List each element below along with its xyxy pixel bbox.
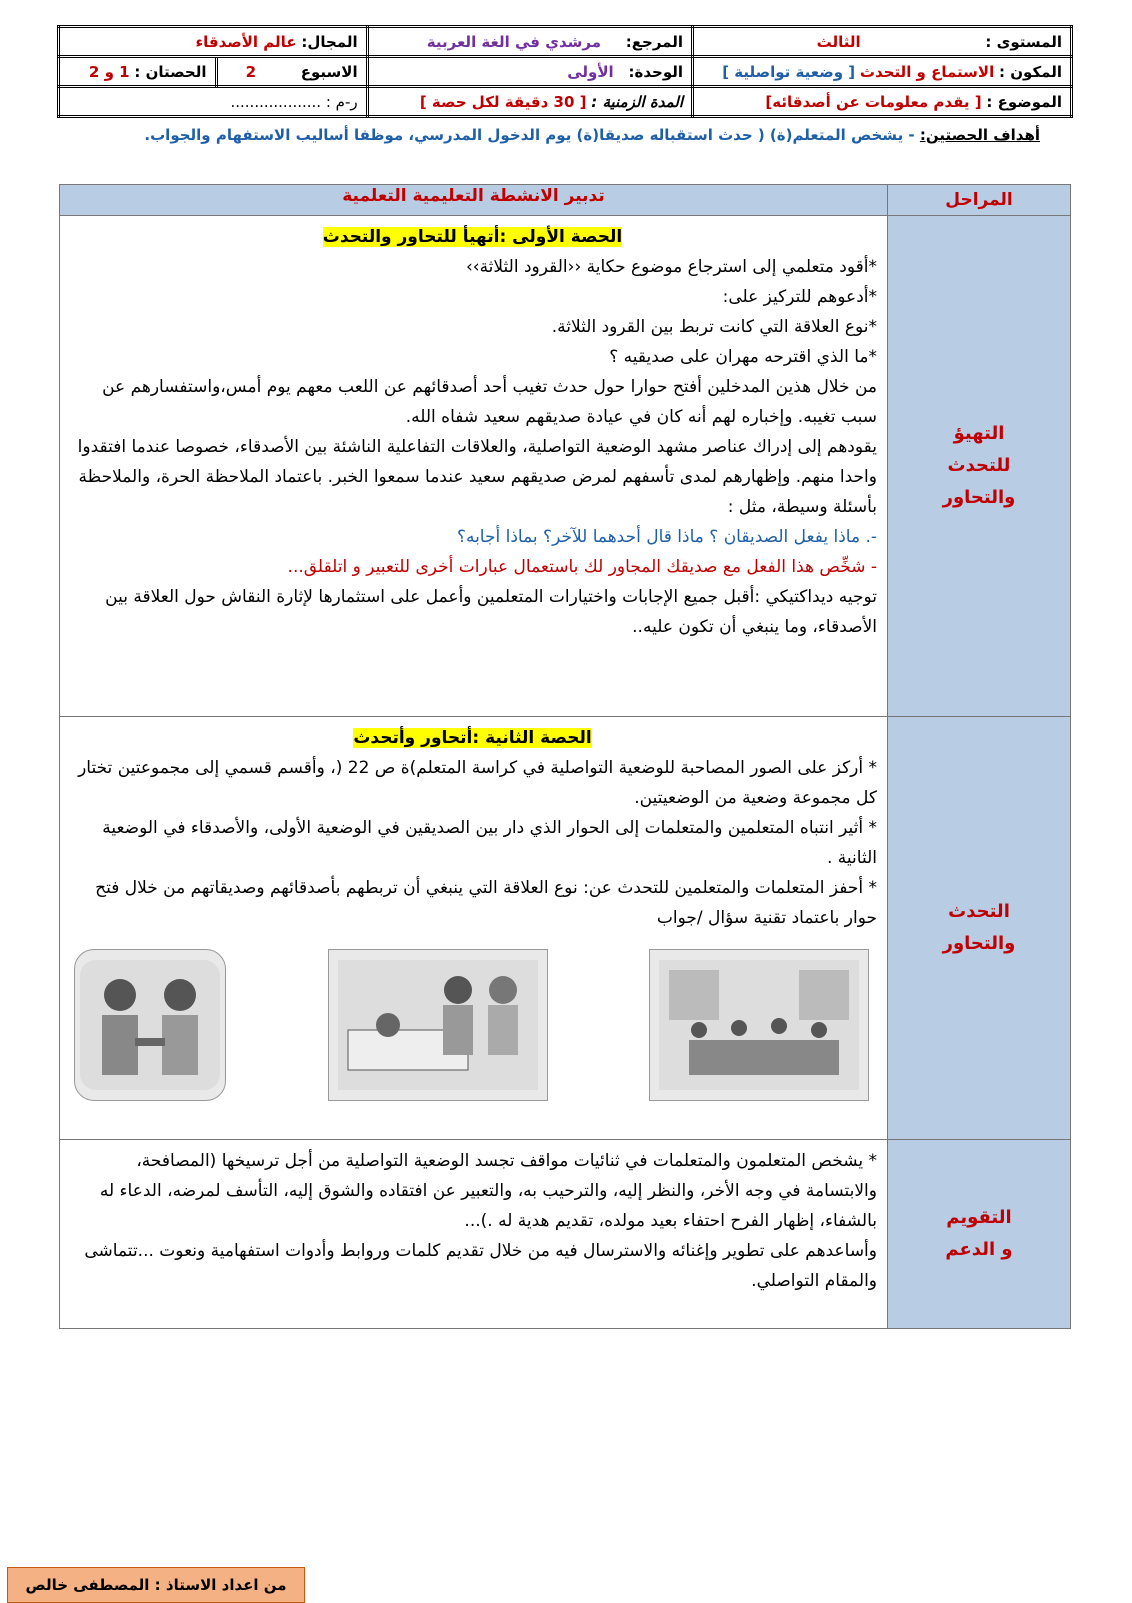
table-row (60, 216, 1071, 717)
illustrations (74, 949, 869, 1101)
component-extra: [ وضعية تواصلية ] (722, 62, 856, 81)
table-row (60, 1140, 1071, 1329)
session-title: الحصة الثانية :أتحاور وأتحدث (353, 728, 592, 748)
activity-line: * أحفز المتعلمات والمتعلمين للتحدث عن: نوع العلاقة التي ينبغي أن تربطهم بأصدقائهم وصديقاتهم من خلال فتح حوار باعتماد تقنية سؤال /جواب (95, 878, 877, 928)
duration-cell (367, 87, 692, 117)
unit-cell (367, 57, 692, 87)
sessions-label: الحصتان : (134, 62, 207, 81)
week-value: 2 (245, 62, 256, 81)
unit-value: الأولى (567, 62, 614, 81)
level-cell (693, 27, 1072, 57)
question-line: -. ماذا يفعل الصديقان ؟ ماذا قال أحدهما للآخر؟ بماذا أجابه؟ (456, 527, 877, 547)
domain-value: عالم الأصدقاء (195, 32, 297, 51)
activities-cell (60, 216, 888, 717)
level-label: المستوى : (985, 32, 1062, 51)
reference-label: المرجع: (625, 32, 683, 51)
component-cell (693, 57, 1072, 87)
ref-no: ر-م : ................... (230, 92, 358, 111)
didactic-guidance: توجيه ديداكتيكي :أقبل جميع الإجابات واختيارات المتعلمين وأعمل على استثمارها لإثارة النقاش حول العلاقة بين الأصدقاء، وما ينبغي أن تكون عليه.. (105, 587, 877, 637)
stage-label: التهيؤ للتحدث والتحاور (942, 423, 1016, 508)
sessions-value: 1 و 2 (88, 62, 130, 81)
session-title: الحصة الأولى :أتهيأ للتحاور والتحدث (322, 227, 623, 247)
activity-line: *أقود متعلمي إلى استرجاع موضوع حكاية ‹‹القرود الثلاثة›› (465, 257, 877, 277)
sessions-cell (59, 57, 217, 87)
goals-label: أهداف الحصتين: (919, 126, 1040, 144)
component-label: المكون : (999, 62, 1062, 81)
topic-label: الموضوع : (986, 92, 1062, 111)
party-illustration (649, 949, 869, 1101)
activity-paragraph: يقودهم إلى إدراك عناصر مشهد الوضعية التواصلية، والعلاقات التفاعلية الناشئة بين الأصدقاء، خصوصا عندما افتقدوا واحدا منهم. وإظهارهم لمدى تأسفهم لمرض صديقهم سعيد عندما سمعوا الخبر. باعتماد الملاحظة الحرة، والملاحظة بأسئلة وسيطة، مثل : (77, 437, 877, 517)
activities-cell (60, 717, 888, 1140)
table-header-row (60, 185, 1071, 216)
goals-line (60, 126, 1040, 144)
topic-cell (693, 87, 1072, 117)
activity-paragraph: من خلال هذين المدخلين أفتح حوارا حول حدث تغيب أحد أصدقائهم عن اللعب معهم يوم أمس،واستفسارهم عن سبب تغيبه. وإخباره لهم أنه كان في عيادة صديقهم سعيد شفاه الله. (102, 377, 877, 427)
handshake-illustration (74, 949, 226, 1101)
stage-cell (888, 717, 1071, 1140)
component-value: الاستماع و التحدث (859, 62, 995, 81)
goals-text: - يشخص المتعلم(ة) ( حدث استقباله صديقا(ة) يوم الدخول المدرسي، موظفا أساليب الاستفهام والجواب. (144, 126, 915, 144)
duration-value: [ 30 دقيقة لكل حصة ] (419, 92, 587, 111)
activity-line: * أركز على الصور المصاحبة للوضعية التواصلية في كراسة المتعلم)ة ص 22 (، وأقسم قسمي إلى مجموعتين تختار كل مجموعة وضعية من الوضعيتين. (78, 758, 877, 808)
week-cell (216, 57, 367, 87)
activity-line: *أدعوهم للتركيز على: (722, 287, 877, 307)
activity-line: *نوع العلاقة التي كانت تربط بين القرود الثلاثة. (551, 317, 877, 337)
activities-cell (60, 1140, 888, 1329)
week-label: الاسبوع (300, 62, 358, 81)
stage-label: التقويم و الدعم (945, 1207, 1013, 1260)
hospital-illustration (328, 949, 548, 1101)
author-text: من اعداد الاستاذ : المصطفى خالص (25, 1576, 287, 1594)
author-credit (7, 1567, 305, 1603)
unit-label: الوحدة: (628, 62, 683, 81)
header-table (57, 25, 1073, 118)
stage-label: التحدث والتحاور (942, 901, 1016, 954)
col-header-stages: المراحل (888, 185, 1071, 216)
domain-label: المجال: (301, 32, 358, 51)
roleplay-line: - شخِّص هذا الفعل مع صديقك المجاور لك باستعمال عبارات أخرى للتعبير و اتلقلق... (287, 557, 877, 577)
reference-value: مرشدي في الغة العربية (426, 32, 601, 51)
activity-paragraph: * يشخص المتعلمون والمتعلمات في ثنائيات مواقف تجسد الوضعية التواصلية من أجل ترسيخها (المصافحة، والابتسامة في وجه الأخر، والنظر إليه، والترحيب به، والتعبير عن افتقاده والشوق إليه، التأسف لمرضه، الدعاء له بالشفاء، إظهار الفرح احتفاء بعيد مولده، تقديم هدية له .)... (99, 1151, 877, 1231)
activity-line: *ما الذي اقترحه مهران على صديقيه ؟ (609, 347, 877, 367)
topic-value: [ يقدم معلومات عن أصدقائه] (765, 92, 982, 111)
domain-cell (59, 27, 368, 57)
duration-label: المدة الزمنية : (591, 92, 683, 111)
activities-table (59, 184, 1071, 1329)
col-header-activities: تدبير الانشطة التعليمية التعلمية (60, 185, 888, 216)
table-row (60, 717, 1071, 1140)
level-value: الثالث (816, 32, 861, 51)
stage-cell (888, 216, 1071, 717)
activity-paragraph: وأساعدهم على تطوير وإغنائه والاسترسال فيه من خلال تقديم كلمات وروابط وأدوات استفهامية ونعوت ...تتماشى والمقام التواصلي. (84, 1241, 877, 1291)
activity-line: * أثير انتباه المتعلمين والمتعلمات إلى الحوار الذي دار بين الصديقين في الوضعية الأولى، والأصدقاء في الوضعية الثانية . (102, 818, 877, 868)
reference-cell (367, 27, 692, 57)
stage-cell (888, 1140, 1071, 1329)
ref-no-cell (59, 87, 368, 117)
